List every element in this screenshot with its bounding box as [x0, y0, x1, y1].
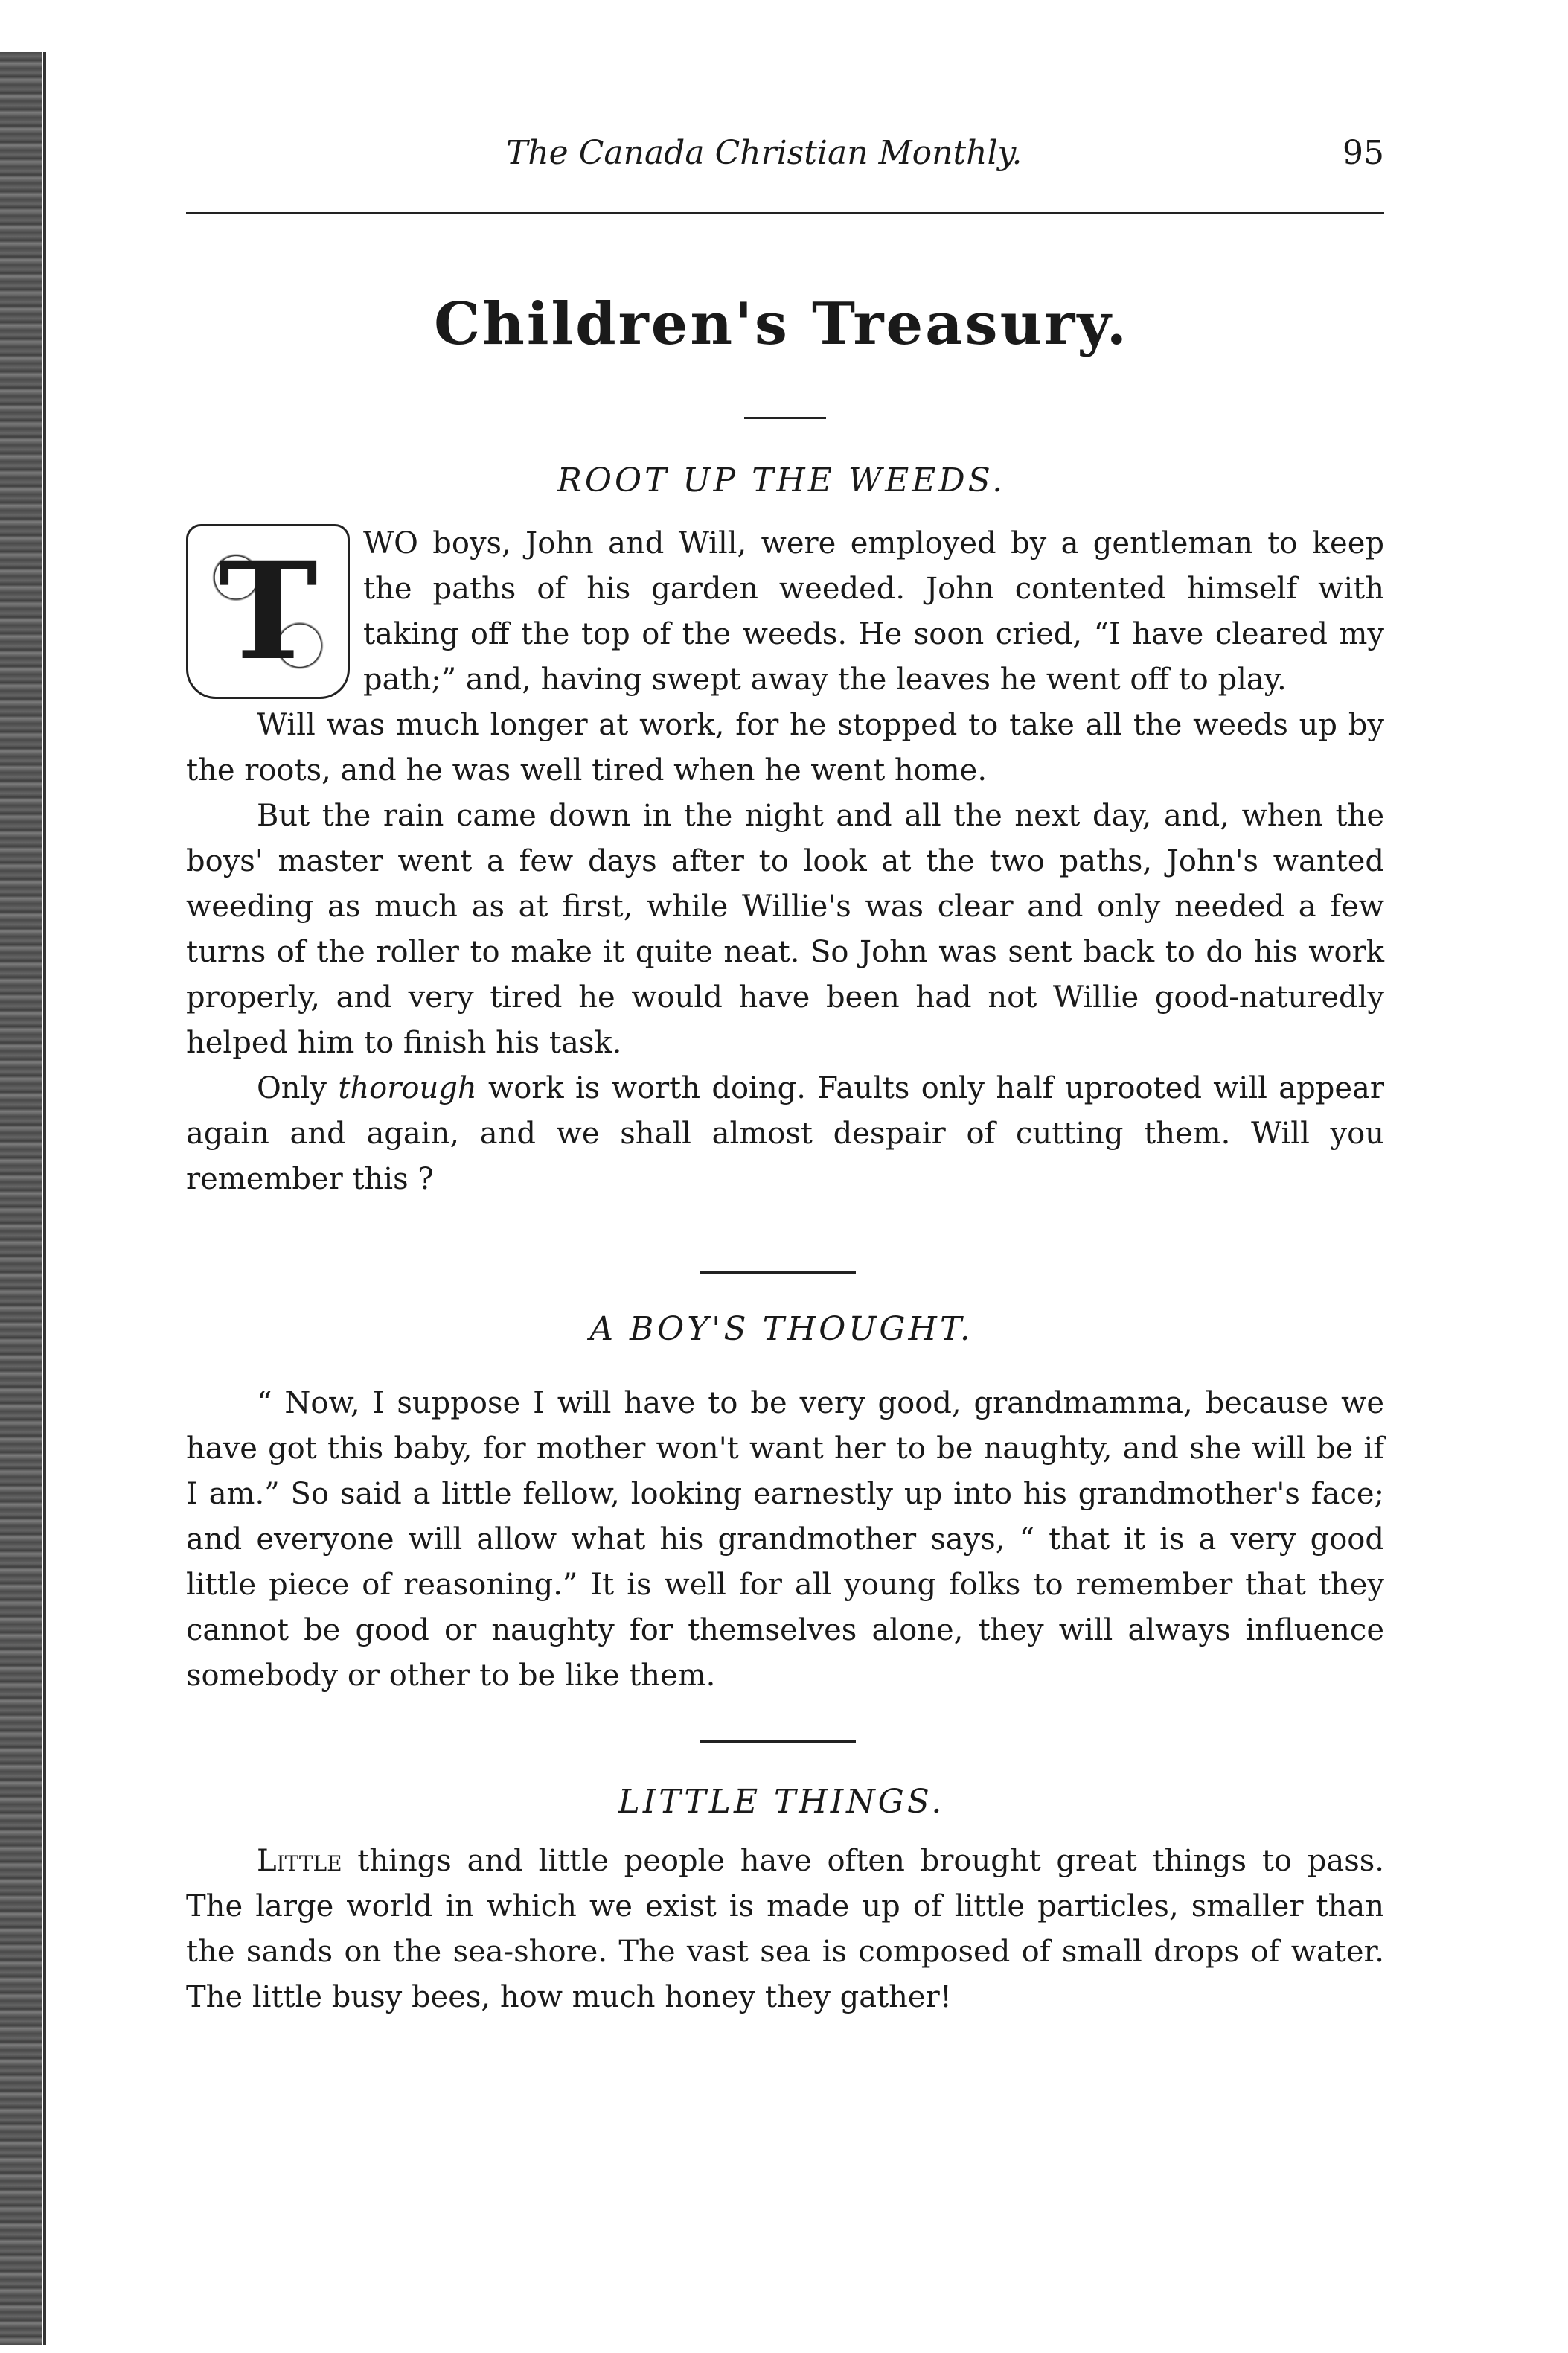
article-title-little-things: LITTLE THINGS.: [618, 1783, 945, 1821]
paragraph: [186, 1066, 1384, 1202]
paragraph-rest: work is worth doing. Faults only half uprooted will appear again and again, and we shall almost despair of cutting them. Will you remember this ?: [186, 1071, 1384, 1196]
paragraph: [186, 1839, 1384, 2020]
header-rule: [186, 212, 1384, 214]
page: [179, 112, 1384, 2014]
paragraph-lead: Only: [257, 1071, 339, 1105]
section-rule: [744, 417, 826, 419]
article-body-a-boys-thought: [186, 1381, 1384, 1699]
emphasis-word: thorough: [338, 1071, 477, 1105]
article-divider: [700, 1271, 856, 1274]
paragraph: “ Now, I suppose I will have to be very good, grandmamma, because we have got this baby, for mother won't want her to be naughty, and she will be if I am.” So said a little fellow, looking earnestly up into his grandmother's face; and everyone will allow what his grandmother says, “ that it is a very good little piece of reasoning.” It is well for all young folks to remember that they cannot be good or naughty for themselves alone, they will always influence somebody or other to be like them.: [186, 1386, 1384, 1693]
lead-word: Little: [257, 1844, 342, 1878]
section-title: Children's Treasury.: [434, 290, 1129, 358]
page-number: 95: [1343, 134, 1384, 172]
paragraph: [186, 521, 1384, 703]
binding-edge: [0, 52, 42, 2345]
dropcap-illuminated-letter: T: [186, 524, 350, 699]
article-title-a-boys-thought: A BOY'S THOUGHT.: [589, 1310, 973, 1348]
running-head: [179, 112, 1384, 179]
article-title-root-up-the-weeds: ROOT UP THE WEEDS.: [557, 462, 1006, 499]
paragraph-text: WO boys, John and Will, were employed by a gentleman to keep the paths of his garden weeded. John contented himself with taking off the top of the weeds. He soon cried, “I have cleared my path;” and, having swept away the leaves he went off to play.: [363, 526, 1384, 697]
article-body-little-things: [186, 1839, 1384, 2020]
article-divider: [700, 1740, 856, 1743]
paragraph: But the rain came down in the night and all the next day, and, when the boys' master went a few days after to look at the two paths, John's wanted weeding as much as at first, while Willie's was clear and only needed a few turns of the roller to make it quite neat. So John was sent back to do his work properly, and very tired he would have been had not Willie good-naturedly helped him to finish his task.: [186, 799, 1384, 1060]
paragraph: Will was much longer at work, for he stopped to take all the weeds up by the roots, and he was well tired when he went home.: [186, 708, 1384, 788]
running-title: The Canada Christian Monthly.: [506, 134, 1023, 172]
paragraph-text: things and little people have often brought great things to pass. The large world in which we exist is made up of little particles, smaller than the sands on the sea-shore. The vast sea is composed of small drops of water. The little busy bees, how much honey they gather!: [186, 1844, 1384, 2014]
article-body-root-up-the-weeds: [186, 521, 1384, 1202]
